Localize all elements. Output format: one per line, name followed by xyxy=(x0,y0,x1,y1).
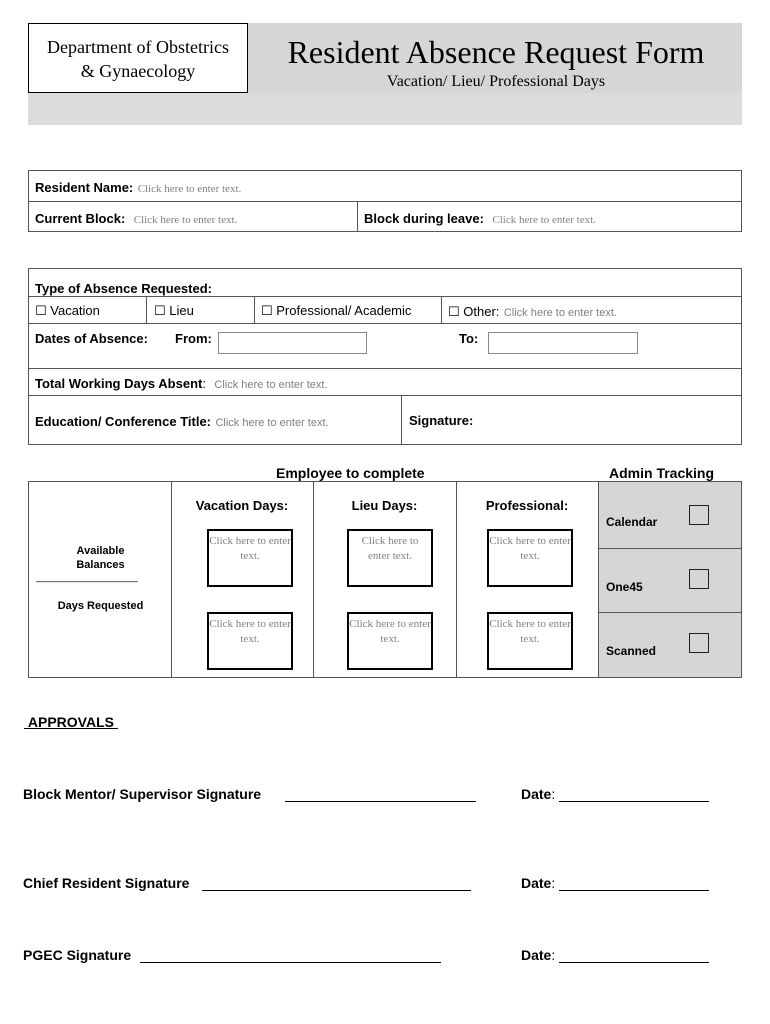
date-label-text: Date xyxy=(521,947,552,963)
to-label: To: xyxy=(459,331,479,346)
professional-days-header: Professional: xyxy=(485,498,569,513)
pgec-signature-label: PGEC Signature xyxy=(23,947,132,963)
other-option xyxy=(448,303,617,321)
admin-calendar-checkbox[interactable] xyxy=(689,505,709,525)
current-block-field[interactable]: Click here to enter text. xyxy=(133,214,238,226)
date-label-text: Date xyxy=(521,875,552,891)
total-days-colon: : xyxy=(202,376,206,391)
education-title-label: Education/ Conference Title: xyxy=(35,414,212,429)
available-line-1: Available xyxy=(76,545,125,557)
available-balances-label xyxy=(30,544,171,572)
form-subtitle: Vacation/ Lieu/ Professional Days xyxy=(386,73,606,90)
mentor-date-line[interactable] xyxy=(559,801,709,802)
mentor-date-label xyxy=(521,786,555,802)
lieu-days-header: Lieu Days: xyxy=(351,498,418,513)
current-block-row xyxy=(35,210,237,228)
divider xyxy=(146,296,147,323)
admin-one45-label: One45 xyxy=(606,580,643,594)
vacation-available-field[interactable]: Click here to enter text. xyxy=(207,529,293,587)
mentor-signature-label: Block Mentor/ Supervisor Signature xyxy=(23,786,262,802)
divider xyxy=(28,323,742,324)
divider xyxy=(28,368,742,369)
vacation-requested-field[interactable]: Click here to enter text. xyxy=(207,612,293,670)
divider xyxy=(441,296,442,323)
from-label: From: xyxy=(175,331,212,346)
mentor-signature-line[interactable] xyxy=(285,801,476,802)
current-block-label: Current Block: xyxy=(35,211,126,226)
chief-resident-signature-label: Chief Resident Signature xyxy=(23,875,190,891)
admin-calendar-label: Calendar xyxy=(606,515,658,529)
education-title-field[interactable]: Click here to enter text. xyxy=(215,417,329,429)
admin-scanned-label: Scanned xyxy=(606,644,657,658)
chief-date-line[interactable] xyxy=(559,890,709,891)
pgec-date-label xyxy=(521,947,555,963)
from-date-input[interactable] xyxy=(218,332,367,354)
header-band xyxy=(28,93,742,125)
department-line-2: & Gynaecology xyxy=(80,61,196,81)
to-date-input[interactable] xyxy=(488,332,638,354)
row-separator: ____________________ xyxy=(36,572,138,583)
lieu-requested-field[interactable]: Click here to enter text. xyxy=(347,612,433,670)
employee-complete-heading: Employee to complete xyxy=(276,465,425,481)
professional-available-field[interactable]: Click here to enter text. xyxy=(487,529,573,587)
divider xyxy=(254,296,255,323)
other-field[interactable]: Click here to enter text. xyxy=(503,307,617,319)
divider xyxy=(401,395,402,445)
divider xyxy=(28,296,742,297)
chief-date-label xyxy=(521,875,555,891)
total-days-row xyxy=(35,375,328,393)
admin-scanned-checkbox[interactable] xyxy=(689,633,709,653)
total-days-label: Total Working Days Absent xyxy=(35,376,203,391)
divider xyxy=(598,481,599,678)
date-colon: : xyxy=(551,786,556,802)
date-colon: : xyxy=(551,875,556,891)
approvals-heading-text: APPROVALS xyxy=(27,714,114,730)
professional-checkbox[interactable]: ☐ Professional/ Academic xyxy=(261,303,412,318)
block-during-leave-row xyxy=(364,210,596,228)
pgec-signature-line[interactable] xyxy=(140,962,441,963)
absence-type-label: Type of Absence Requested: xyxy=(35,281,212,296)
date-colon: : xyxy=(551,947,556,963)
education-row xyxy=(35,413,329,431)
form-title: Resident Absence Request Form xyxy=(287,34,705,70)
divider xyxy=(598,612,742,613)
resident-name-row xyxy=(35,179,241,197)
department-line-1: Department of Obstetrics xyxy=(47,37,229,57)
admin-one45-checkbox[interactable] xyxy=(689,569,709,589)
signature-label: Signature: xyxy=(409,413,474,428)
divider xyxy=(598,548,742,549)
pgec-date-line[interactable] xyxy=(559,962,709,963)
lieu-available-field[interactable]: Click here to enter text. xyxy=(347,529,433,587)
divider xyxy=(357,201,358,232)
department-box xyxy=(28,23,248,93)
block-during-leave-field[interactable]: Click here to enter text. xyxy=(492,214,596,226)
professional-requested-field[interactable]: Click here to enter text. xyxy=(487,612,573,670)
dates-of-absence-label: Dates of Absence: xyxy=(35,331,148,346)
resident-name-field[interactable]: Click here to enter text. xyxy=(137,183,242,195)
admin-tracking-heading: Admin Tracking xyxy=(609,465,715,481)
date-label-text: Date xyxy=(521,786,552,802)
approvals-heading xyxy=(24,714,118,730)
available-line-2: Balances xyxy=(76,559,125,571)
divider xyxy=(28,395,742,396)
block-during-leave-label: Block during leave: xyxy=(364,211,484,226)
vacation-days-header: Vacation Days: xyxy=(195,498,289,513)
resident-name-label: Resident Name: xyxy=(35,180,134,195)
other-checkbox[interactable]: ☐ Other: xyxy=(448,304,500,319)
divider xyxy=(28,201,742,202)
days-requested-label: Days Requested xyxy=(57,600,144,612)
vacation-checkbox[interactable]: ☐ Vacation xyxy=(35,303,100,318)
lieu-checkbox[interactable]: ☐ Lieu xyxy=(154,303,194,318)
chief-resident-signature-line[interactable] xyxy=(202,890,471,891)
total-days-field[interactable]: Click here to enter text. xyxy=(214,379,328,391)
